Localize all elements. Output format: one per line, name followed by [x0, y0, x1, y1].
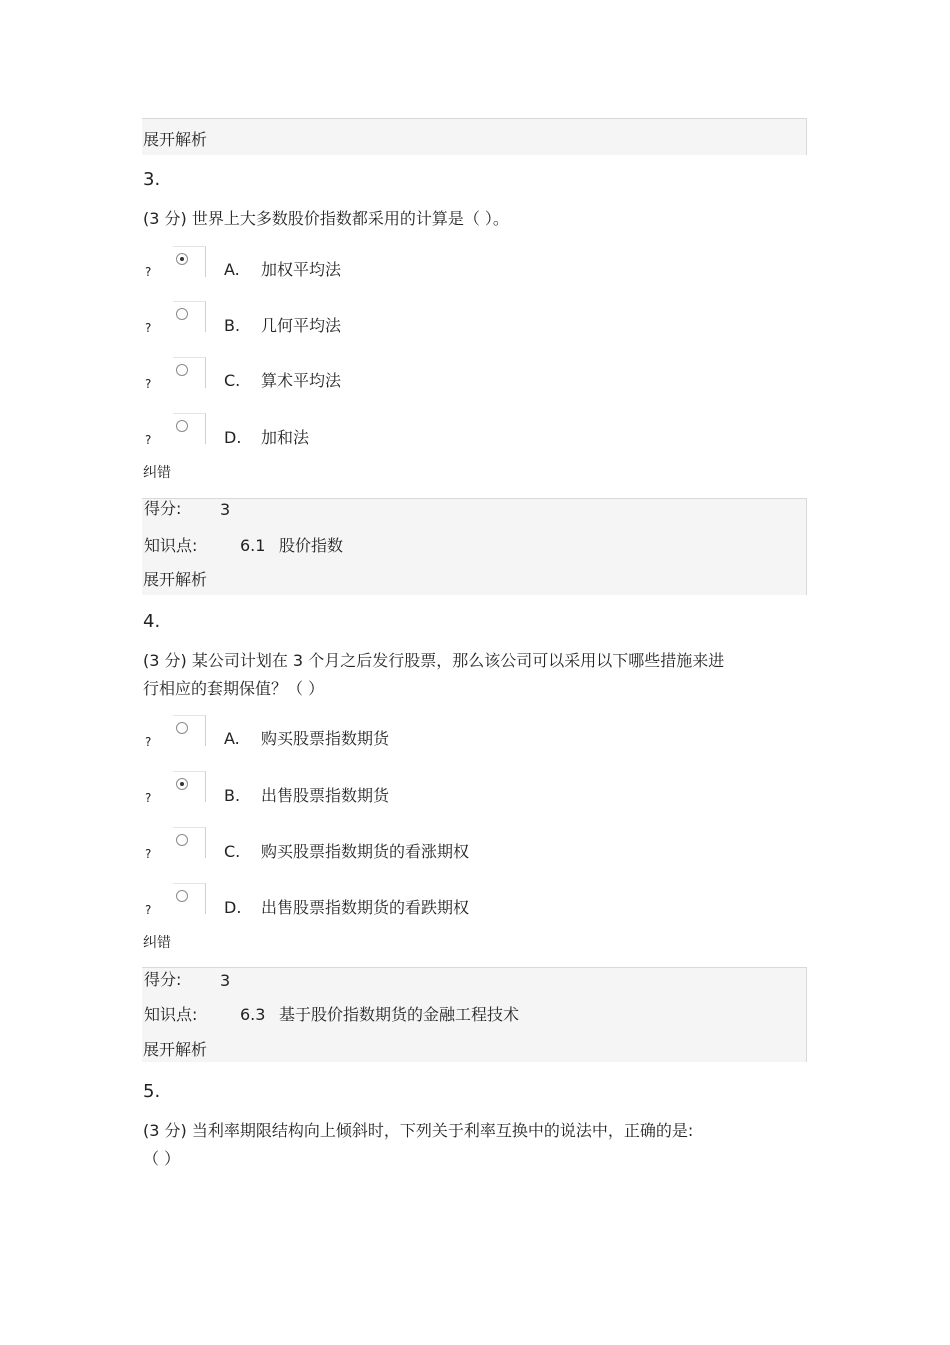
q2-expand-analysis-link[interactable]: 展开解析	[143, 130, 208, 149]
q4-stem-line2: 行相应的套期保值？（ ）	[143, 679, 325, 698]
q3-option-b-radio[interactable]	[176, 308, 188, 320]
q4-option-b-radio[interactable]	[176, 778, 188, 790]
q4-knowledge-text: 基于股价指数期货的金融工程技术	[279, 1005, 520, 1024]
q4-option-a-radio-cell	[173, 715, 206, 746]
q3-knowledge-label: 知识点:	[144, 536, 198, 555]
q3-option-a-radio[interactable]	[176, 253, 188, 265]
q4-option-c-mark: ?	[145, 847, 152, 861]
q4-score-value: 3	[220, 971, 231, 990]
q3-score-value: 3	[220, 500, 231, 519]
q3-option-d-radio[interactable]	[176, 420, 188, 432]
q3-knowledge-code: 6.1	[240, 536, 266, 555]
q3-option-d-letter: D.	[224, 428, 242, 447]
q3-option-c-radio-cell	[173, 357, 206, 388]
q4-option-c-radio[interactable]	[176, 834, 188, 846]
q4-option-a-radio[interactable]	[176, 722, 188, 734]
q4-expand-analysis-link[interactable]: 展开解析	[143, 1040, 208, 1059]
q3-option-b-letter: B.	[224, 316, 241, 335]
q3-score-label: 得分:	[144, 499, 182, 518]
q4-option-b-text[interactable]: 出售股票指数期货	[261, 786, 390, 805]
q3-expand-analysis-link[interactable]: 展开解析	[143, 570, 208, 589]
q5-stem-line1: (3 分) 当利率期限结构向上倾斜时，下列关于利率互换中的说法中，正确的是:	[143, 1121, 694, 1140]
q4-option-d-radio[interactable]	[176, 890, 188, 902]
q4-option-b-radio-cell	[173, 771, 206, 802]
q4-knowledge-label: 知识点:	[144, 1005, 198, 1024]
q4-correction-link[interactable]: 纠错	[143, 935, 171, 951]
q4-option-d-text[interactable]: 出售股票指数期货的看跌期权	[261, 898, 470, 917]
q4-number: 4.	[143, 611, 161, 632]
q4-option-d-mark: ?	[145, 903, 152, 917]
q4-option-a-mark: ?	[145, 735, 152, 749]
q4-option-a-letter: A.	[224, 729, 240, 748]
q3-stem: (3 分) 世界上大多数股价指数都采用的计算是（ ）。	[143, 209, 509, 228]
q3-option-c-letter: C.	[224, 371, 241, 390]
q3-option-a-letter: A.	[224, 260, 240, 279]
q3-option-b-text[interactable]: 几何平均法	[261, 316, 342, 335]
q3-number: 3.	[143, 169, 161, 190]
q3-option-c-radio[interactable]	[176, 364, 188, 376]
q4-option-d-radio-cell	[173, 883, 206, 914]
q3-option-a-mark: ?	[145, 265, 152, 279]
q3-option-d-radio-cell	[173, 413, 206, 444]
q4-option-b-letter: B.	[224, 786, 241, 805]
q3-option-c-mark: ?	[145, 377, 152, 391]
q4-score-label: 得分:	[144, 970, 182, 989]
q3-option-c-text[interactable]: 算术平均法	[261, 371, 342, 390]
q3-option-d-text[interactable]: 加和法	[261, 428, 310, 447]
q3-knowledge-text: 股价指数	[279, 536, 344, 555]
q2-analysis-panel	[142, 118, 807, 155]
q4-knowledge-code: 6.3	[240, 1005, 266, 1024]
q4-option-d-letter: D.	[224, 898, 242, 917]
q4-option-b-mark: ?	[145, 791, 152, 805]
q3-option-b-mark: ?	[145, 321, 152, 335]
q4-option-c-text[interactable]: 购买股票指数期货的看涨期权	[261, 842, 470, 861]
q3-option-b-radio-cell	[173, 301, 206, 332]
q3-option-a-text[interactable]: 加权平均法	[261, 260, 342, 279]
q3-option-d-mark: ?	[145, 433, 152, 447]
q5-number: 5.	[143, 1081, 161, 1102]
q4-stem-line1: (3 分) 某公司计划在 3 个月之后发行股票，那么该公司可以采用以下哪些措施来进	[143, 651, 725, 670]
q4-option-a-text[interactable]: 购买股票指数期货	[261, 729, 390, 748]
q3-correction-link[interactable]: 纠错	[143, 465, 171, 481]
q4-option-c-letter: C.	[224, 842, 241, 861]
q3-option-a-radio-cell	[173, 246, 206, 277]
q4-option-c-radio-cell	[173, 827, 206, 858]
q5-stem-line2: （ ）	[143, 1149, 181, 1168]
